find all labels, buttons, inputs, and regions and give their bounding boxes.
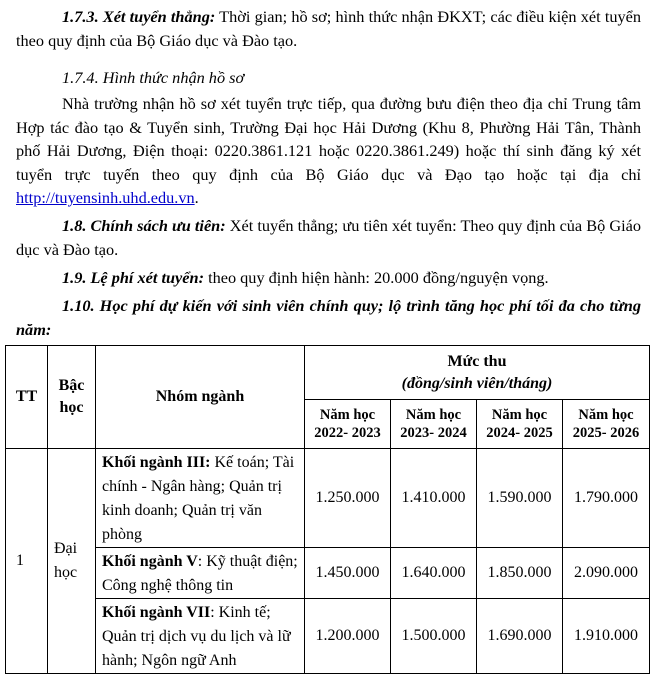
table-row bbox=[6, 548, 650, 599]
fee-cell: 1.790.000 bbox=[563, 449, 650, 548]
fee-cell: 1.640.000 bbox=[391, 548, 477, 599]
section-text-tail: . bbox=[194, 188, 199, 208]
section-label: 1.10. Học phí dự kiến với sinh viên chính quy; lộ trình tăng học phí tối đa cho từng năm: bbox=[16, 296, 641, 339]
fee-cell: 1.200.000 bbox=[305, 599, 391, 674]
section-1-7-4-heading bbox=[16, 66, 641, 90]
year-header: Năm học 2023- 2024 bbox=[391, 400, 477, 449]
section-1-7-3 bbox=[16, 5, 641, 52]
table-row bbox=[6, 599, 650, 674]
table-row bbox=[6, 449, 650, 548]
section-text: Xét tuyển thẳng; ưu tiên xét tuyển: Theo quy định của Bộ Giáo dục và Đào tạo. bbox=[16, 216, 641, 259]
year-header: Năm học 2025- 2026 bbox=[563, 400, 650, 449]
fee-cell: 1.410.000 bbox=[391, 449, 477, 548]
section-1-10 bbox=[16, 294, 641, 341]
fee-cell: 1.250.000 bbox=[305, 449, 391, 548]
row-bac-hoc: Đại học bbox=[48, 449, 96, 674]
fee-cell: 1.850.000 bbox=[477, 548, 563, 599]
header-muc-thu bbox=[305, 346, 650, 400]
header-nhom-nganh: Nhóm ngành bbox=[96, 346, 305, 449]
group-cell: Khối ngành VII: Kinh tế; Quản trị dịch vụ du lịch và lữ hành; Ngôn ngữ Anh bbox=[96, 599, 305, 674]
group-cell: Khối ngành V: Kỹ thuật điện; Công nghệ thông tin bbox=[96, 548, 305, 599]
section-1-7-4-body bbox=[16, 92, 641, 210]
section-text: theo quy định hiện hành: 20.000 đồng/nguyện vọng. bbox=[204, 268, 549, 287]
header-muc-thu-title: Mức thu bbox=[447, 352, 507, 370]
fee-cell: 1.910.000 bbox=[563, 599, 650, 674]
section-label: 1.9. Lệ phí xét tuyển: bbox=[62, 268, 204, 287]
section-1-8 bbox=[16, 214, 641, 261]
section-text: Nhà trường nhận hồ sơ xét tuyển trực tiếp, qua đường bưu điện theo địa chỉ Trung tâm Hợp tác đào tạo & Tuyển sinh, Trường Đại học Hải Dương (Khu 8, Phường Hải Tân, Thành phố Hải Dương, Điện thoại: 0220.3861.121 hoặc 0220.3861.249) hoặc thí sinh đăng ký xét tuyển trực tuyến theo quy định của Bộ Giáo dục và Đạo tạo hoặc tại địa chỉ bbox=[16, 94, 641, 184]
tuition-fee-table bbox=[5, 345, 650, 674]
header-muc-thu-unit: (đồng/sinh viên/tháng) bbox=[401, 374, 553, 392]
header-bac-hoc: Bậc học bbox=[48, 346, 96, 449]
section-label: 1.7.4. Hình thức nhận hồ sơ bbox=[62, 68, 245, 87]
year-header: Năm học 2024- 2025 bbox=[477, 400, 563, 449]
header-tt: TT bbox=[6, 346, 48, 449]
section-label: 1.8. Chính sách ưu tiên: bbox=[62, 216, 226, 235]
fee-cell: 1.500.000 bbox=[391, 599, 477, 674]
fee-cell: 1.450.000 bbox=[305, 548, 391, 599]
section-1-9 bbox=[16, 266, 641, 290]
fee-cell: 1.590.000 bbox=[477, 449, 563, 548]
table-header-row bbox=[6, 346, 650, 400]
section-text: Thời gian; hồ sơ; hình thức nhận ĐKXT; các điều kiện xét tuyển theo quy định của Bộ Giáo dục và Đào tạo. bbox=[16, 7, 641, 50]
fee-cell: 2.090.000 bbox=[563, 548, 650, 599]
row-tt: 1 bbox=[6, 449, 48, 674]
fee-cell: 1.690.000 bbox=[477, 599, 563, 674]
admission-website-link[interactable]: http://tuyensinh.uhd.edu.vn bbox=[16, 188, 195, 208]
section-label: 1.7.3. Xét tuyển thẳng: bbox=[62, 7, 216, 26]
year-header: Năm học 2022- 2023 bbox=[305, 400, 391, 449]
group-cell: Khối ngành III: Kế toán; Tài chính - Ngân hàng; Quản trị kinh doanh; Quản trị văn phòng bbox=[96, 449, 305, 548]
